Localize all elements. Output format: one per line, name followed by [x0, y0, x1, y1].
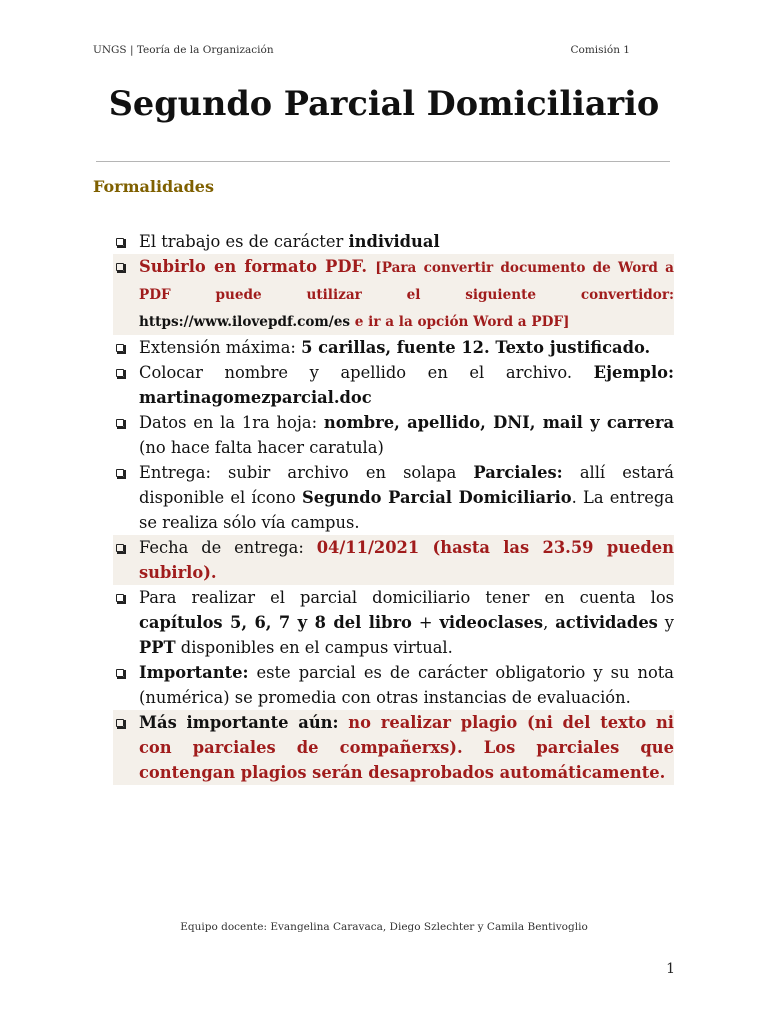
checkbox-bullet-icon	[116, 238, 124, 246]
checkbox-bullet-icon	[116, 544, 124, 552]
list-item	[116, 585, 674, 660]
item-bold: nombre, apellido, DNI, mail y carrera	[323, 413, 675, 432]
item-bold: Segundo Parcial Domiciliario	[302, 488, 572, 507]
item-text: El trabajo es de carácter	[139, 232, 349, 251]
item-text: Para realizar el parcial domiciliario tener en cuenta los	[139, 588, 674, 607]
item-bold: Importante:	[139, 663, 249, 682]
item-text: Colocar nombre y apellido en el archivo.	[139, 363, 594, 382]
checkbox-bullet-icon	[116, 594, 124, 602]
item-red-note: [Para convertir documento de Word a PDF puede utilizar el siguiente convertidor:	[139, 260, 674, 303]
item-bold: capítulos 5, 6, 7 y 8 del libro	[139, 613, 412, 632]
page-number: 1	[666, 961, 675, 977]
plagiarism-warning: no realizar plagio (ni del texto ni con parciales de compañerxs). Los parciales que contengan plagios serán desaprobados automáticamente.	[139, 713, 674, 782]
item-text: y	[657, 613, 674, 632]
item-bold: videoclases	[439, 613, 544, 632]
checkbox-bullet-icon	[116, 469, 124, 477]
document-title: Segundo Parcial Domiciliario	[108, 84, 660, 123]
item-bold: Ejemplo: martinagomezparcial.doc	[139, 363, 674, 407]
checkbox-bullet-icon	[116, 419, 124, 427]
list-item	[113, 254, 674, 335]
list-item	[113, 535, 674, 585]
list-item	[116, 335, 674, 360]
list-item	[116, 660, 674, 710]
item-text: (no hace falta hacer caratula)	[139, 438, 384, 457]
list-item	[113, 710, 674, 785]
item-text: este parcial es de carácter obligatorio y su nota (numérica) se promedia con otras instancias de evaluación.	[139, 663, 674, 707]
item-text: ,	[543, 613, 556, 632]
due-date: 04/11/2021 (hasta las 23.59 pueden subirlo).	[139, 538, 674, 582]
list-item	[116, 460, 674, 535]
item-text: . La entrega se realiza sólo vía campus.	[139, 488, 674, 532]
item-text: Entrega: subir archivo en solapa	[139, 463, 474, 482]
header-course: UNGS | Teoría de la Organización	[93, 44, 274, 56]
checkbox-bullet-icon	[116, 719, 124, 727]
converter-link[interactable]: https://www.ilovepdf.com/es	[139, 314, 351, 330]
header-commission: Comisión 1	[570, 44, 630, 56]
section-heading: Formalidades	[93, 177, 214, 196]
title-divider	[96, 161, 670, 162]
list-item	[116, 410, 674, 460]
item-bold: PPT	[139, 638, 176, 657]
item-bold: Más importante aún:	[139, 713, 339, 732]
list-item	[116, 360, 674, 410]
item-bold: Parciales:	[473, 463, 563, 482]
checkbox-bullet-icon	[116, 369, 124, 377]
requirements-list	[116, 229, 674, 785]
item-bold: 5 carillas, fuente 12. Texto justificado.	[301, 338, 651, 357]
item-text: +	[411, 613, 440, 632]
page-footer: Equipo docente: Evangelina Caravaca, Diego Szlechter y Camila Bentivoglio	[180, 921, 588, 933]
item-red-bold: Subirlo en formato PDF.	[139, 257, 376, 276]
checkbox-bullet-icon	[116, 344, 124, 352]
list-item	[116, 229, 674, 254]
item-text: Datos en la 1ra hoja:	[139, 413, 324, 432]
checkbox-bullet-icon	[116, 669, 124, 677]
item-text: Fecha de entrega:	[139, 538, 317, 557]
item-red-note: e ir a la opción Word a PDF]	[350, 314, 570, 330]
item-text: Extensión máxima:	[139, 338, 302, 357]
item-text: allí estará disponible el ícono	[139, 463, 674, 507]
item-text: disponibles en el campus virtual.	[175, 638, 453, 657]
checkbox-bullet-icon	[116, 263, 124, 271]
item-bold: actividades	[555, 613, 658, 632]
page-header	[93, 44, 630, 56]
item-bold: individual	[348, 232, 440, 251]
